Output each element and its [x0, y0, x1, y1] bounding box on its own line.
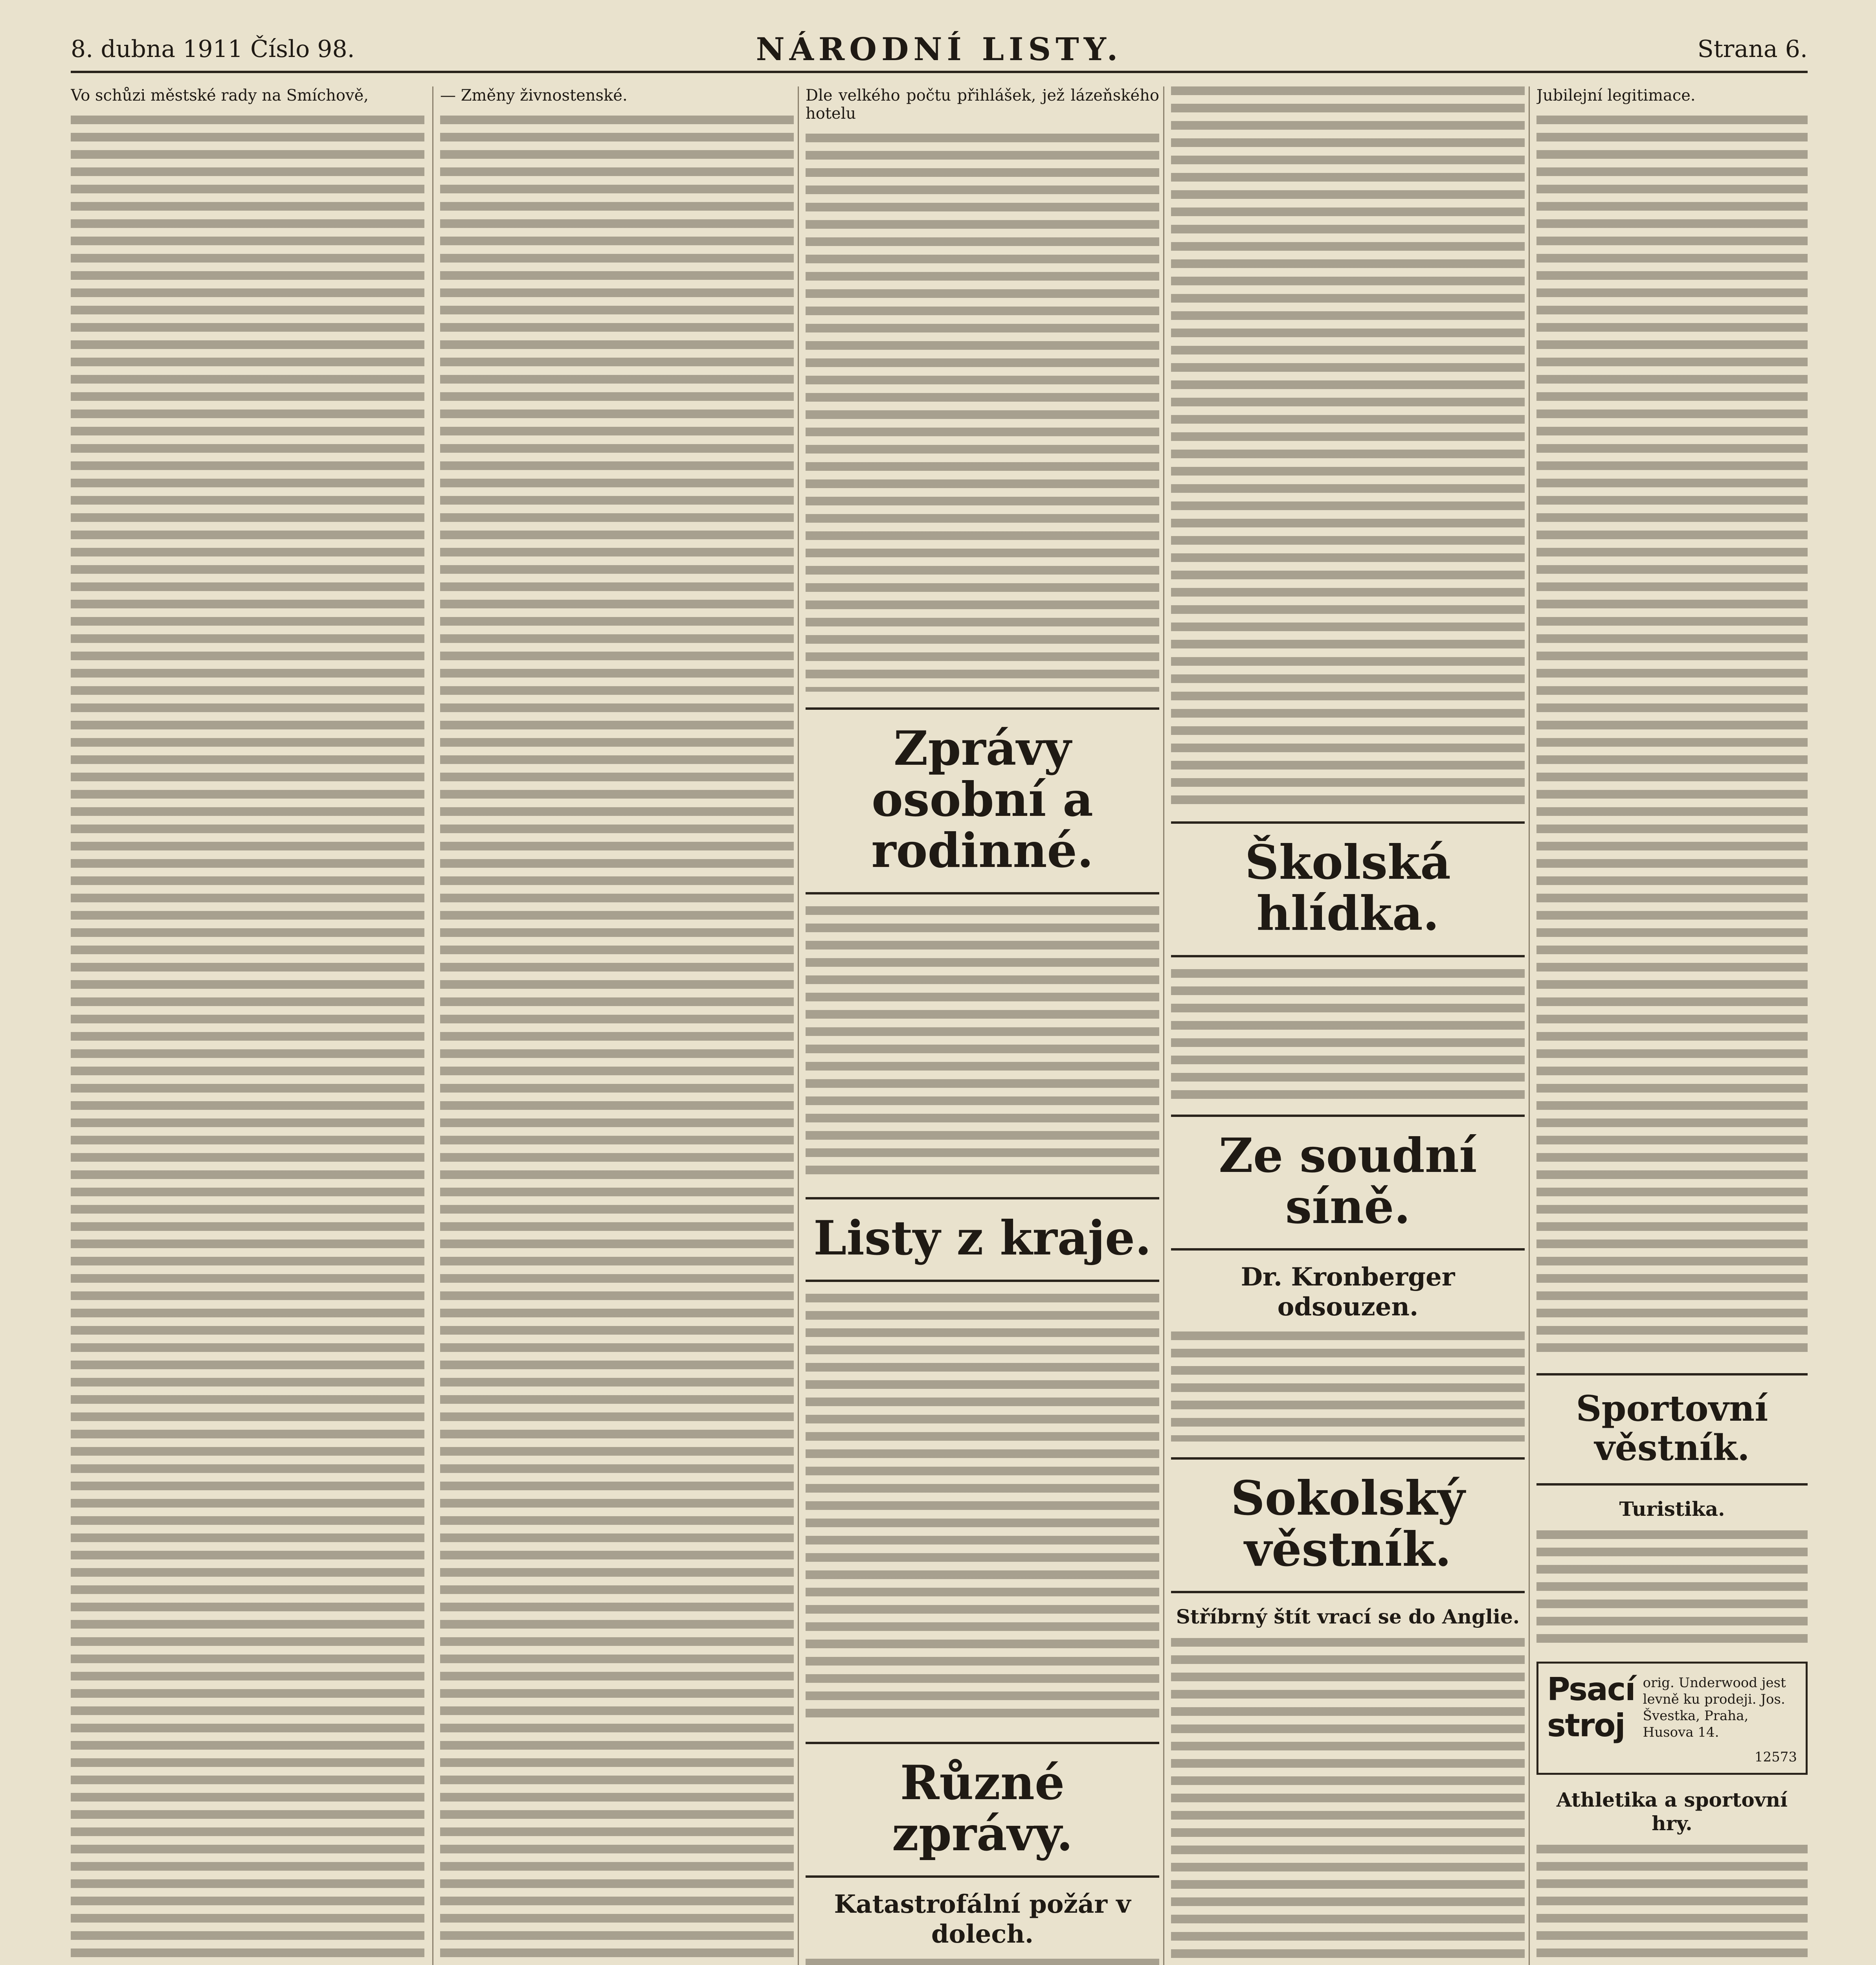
ad-psaci-stroj	[1536, 1662, 1808, 1775]
column-rule	[798, 86, 799, 1965]
article-lead: Vo schůzi městské rady na Smíchově,	[71, 86, 369, 105]
section-heading-osobni: Zprávy osobní a rodinné.	[806, 707, 1159, 894]
article-body	[440, 116, 794, 1965]
subheading-stit: Stříbrný štít vrací se do Anglie.	[1176, 1605, 1520, 1628]
article-body	[1536, 116, 1808, 1357]
column-5	[1536, 86, 1808, 1965]
section-body	[1171, 1638, 1525, 1965]
ad-psaci-code: 12573	[1754, 1749, 1797, 1765]
section-body	[1536, 1530, 1808, 1648]
column-rule	[432, 86, 433, 1965]
section-heading-sokolsky: Sokolský věstník.	[1171, 1457, 1525, 1593]
section-body	[806, 1294, 1159, 1726]
article-lead: — Změny živnostenské.	[440, 86, 628, 105]
issue-date: 8. dubna 1911 Číslo 98.	[71, 35, 355, 63]
ad-psaci-headline: Psací stroj	[1547, 1671, 1635, 1744]
article-lead: Jubilejní legitimace.	[1536, 86, 1696, 105]
page-number: Strana 6.	[1697, 35, 1808, 63]
subheading-pozar: Katastrofální požár v dolech.	[834, 1890, 1131, 1949]
section-body	[1171, 1331, 1525, 1442]
section-body	[806, 1959, 1159, 1965]
section-heading-ruzne: Různé zprávy.	[806, 1742, 1159, 1878]
section-heading-skolska: Školská hlídka.	[1171, 821, 1525, 957]
column-3	[806, 86, 1159, 1965]
column-4	[1171, 86, 1525, 1965]
running-head	[71, 28, 1808, 73]
article-body	[71, 116, 424, 1965]
column-1	[71, 86, 424, 1965]
section-body	[806, 906, 1159, 1181]
subheading-kronberger: Dr. Kronberger odsouzen.	[1241, 1262, 1455, 1322]
subheading-turistika: Turistika.	[1619, 1497, 1725, 1521]
column-2	[440, 86, 794, 1965]
subheading-atletika: Athletika a sportovní hry.	[1556, 1788, 1788, 1835]
article-body	[806, 134, 1159, 692]
section-body	[1171, 969, 1525, 1099]
section-heading-listy: Listy z kraje.	[806, 1197, 1159, 1282]
article-body	[1171, 86, 1525, 806]
column-rule	[1529, 86, 1530, 1965]
column-rule	[1163, 86, 1164, 1965]
masthead-title: NÁRODNÍ LISTY.	[756, 31, 1123, 68]
section-body	[1536, 1845, 1808, 1965]
section-heading-sportovni: Sportovní věstník.	[1536, 1373, 1808, 1486]
ad-psaci-detail: orig. Underwood jest levně ku prodeji. Jos. Švestka, Praha, Husova 14.	[1643, 1675, 1786, 1740]
section-heading-soudni: Ze soudní síně.	[1171, 1115, 1525, 1251]
article-lead: Dle velkého počtu přihlášek, jež lázeňského hotelu	[806, 86, 1159, 123]
